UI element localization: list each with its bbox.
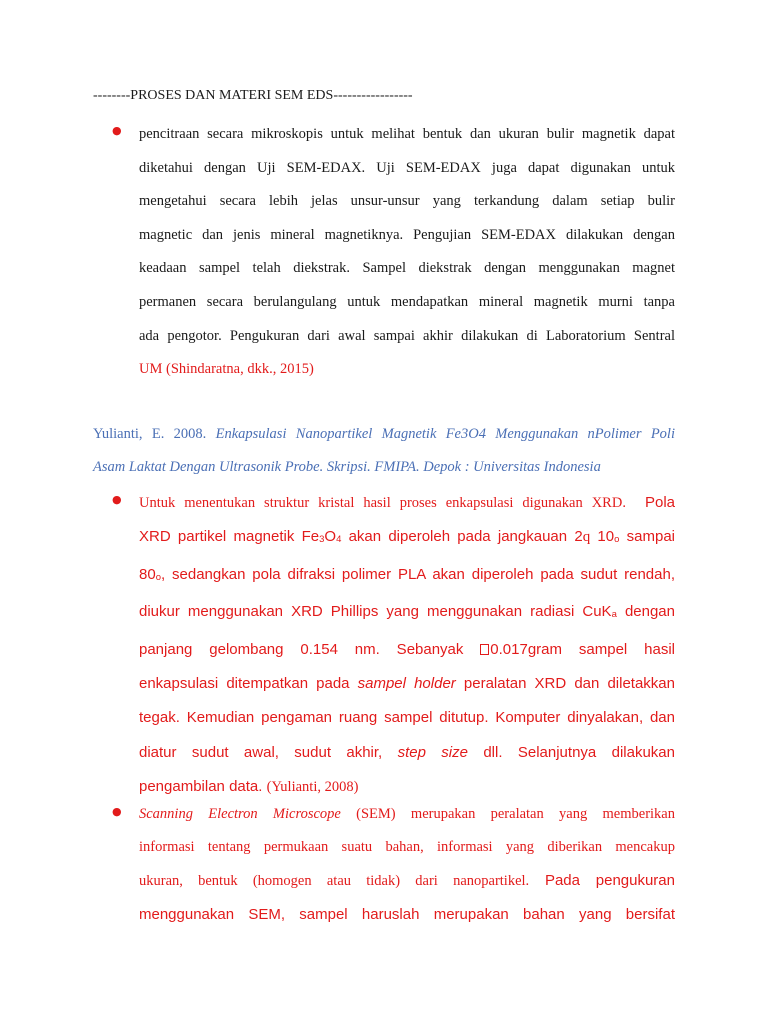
paragraph-line: magnetic dan jenis mineral magnetiknya. Pengujian SEM-EDAX dilakukan dengan — [139, 226, 675, 243]
bullet-icon: ● — [112, 805, 122, 818]
paragraph-line: ada pengotor. Pengukuran dari awal sampai akhir dilakukan di Laboratorium Sentral — [139, 327, 675, 344]
reference-title: Enkapsulasi Nanopartikel Magnetik Fe3O4 Menggunakan nPolimer Poli — [215, 426, 675, 442]
paragraph-line: diketahui dengan Uji SEM-EDAX. Uji SEM-EDAX juga dapat digunakan untuk — [139, 159, 675, 176]
paragraph-line: keadaan sampel telah diekstrak. Sampel diekstrak dengan menggunakan magnet — [139, 260, 675, 277]
list-item — [112, 118, 675, 387]
list-item: ● Untuk menentukan struktur kristal hasil proses enkapsulasi digunakan XRD. Pola XRD partikel magnetik Fe3O4 akan diperoleh pada jangkauan 2q 10o sampai 80o, sedangkan pola difraksi polimer PLA akan diperoleh pada sudut rendah, diukur menggunakan XRD Phillips yang menggunakan radiasi CuKa dengan panjang gelombang 0.154 nm. Sebanyak 0.017gram sampel hasil enkapsulasi ditempatkan pada sampel holder peralatan XRD dan diletakkan tegak. Kemudian pengaman ruang sampel ditutup. Komputer dinyalakan, dan diatur sudut awal, sudut akhir, step size dll. Selanjutnya dilakukan pengambilan data. (Yulianti, 2008) — [139, 486, 675, 805]
list-item: ● Scanning Electron Microscope (SEM) merupakan peralatan yang memberikan informasi tentang permukaan suatu bahan, informasi yang diberikan mencakup ukuran, bentuk (homogen atau tidak) dari nanopartikel. Pada pengukuran menggunakan SEM, sampel haruslah merupakan bahan yang bersifat — [139, 798, 675, 931]
reference-title-cont: Asam Laktat Dengan Ultrasonik Probe. Skripsi. FMIPA. Depok : Universitas Indonesia — [93, 459, 601, 475]
citation: (Yulianti, 2008) — [266, 779, 359, 796]
paragraph-line: mengetahui secara lebih jelas unsur-unsur yang terkandung dalam setiap bulir — [139, 193, 675, 210]
bullet-list-sem-edax — [0, 118, 768, 387]
bullet-list-sem — [0, 798, 768, 931]
bullet-icon: ● — [112, 124, 122, 137]
missing-glyph-icon — [480, 644, 489, 655]
paragraph-line: permanen secara berulangulang untuk mendapatkan mineral magnetik murni tanpa — [139, 293, 675, 310]
bullet-list-xrd — [0, 486, 768, 805]
paragraph-line: pencitraan secara mikroskopis untuk melihat bentuk dan ukuran bulir magnetik dapat — [139, 126, 675, 142]
citation: UM (Shindaratna, dkk., 2015) — [139, 361, 314, 378]
reference-author: Yulianti, E. 2008. — [93, 426, 216, 442]
bullet-icon: ● — [112, 493, 122, 506]
section-heading: --------PROSES DAN MATERI SEM EDS----------------- — [93, 88, 413, 103]
reference-entry — [93, 418, 675, 484]
